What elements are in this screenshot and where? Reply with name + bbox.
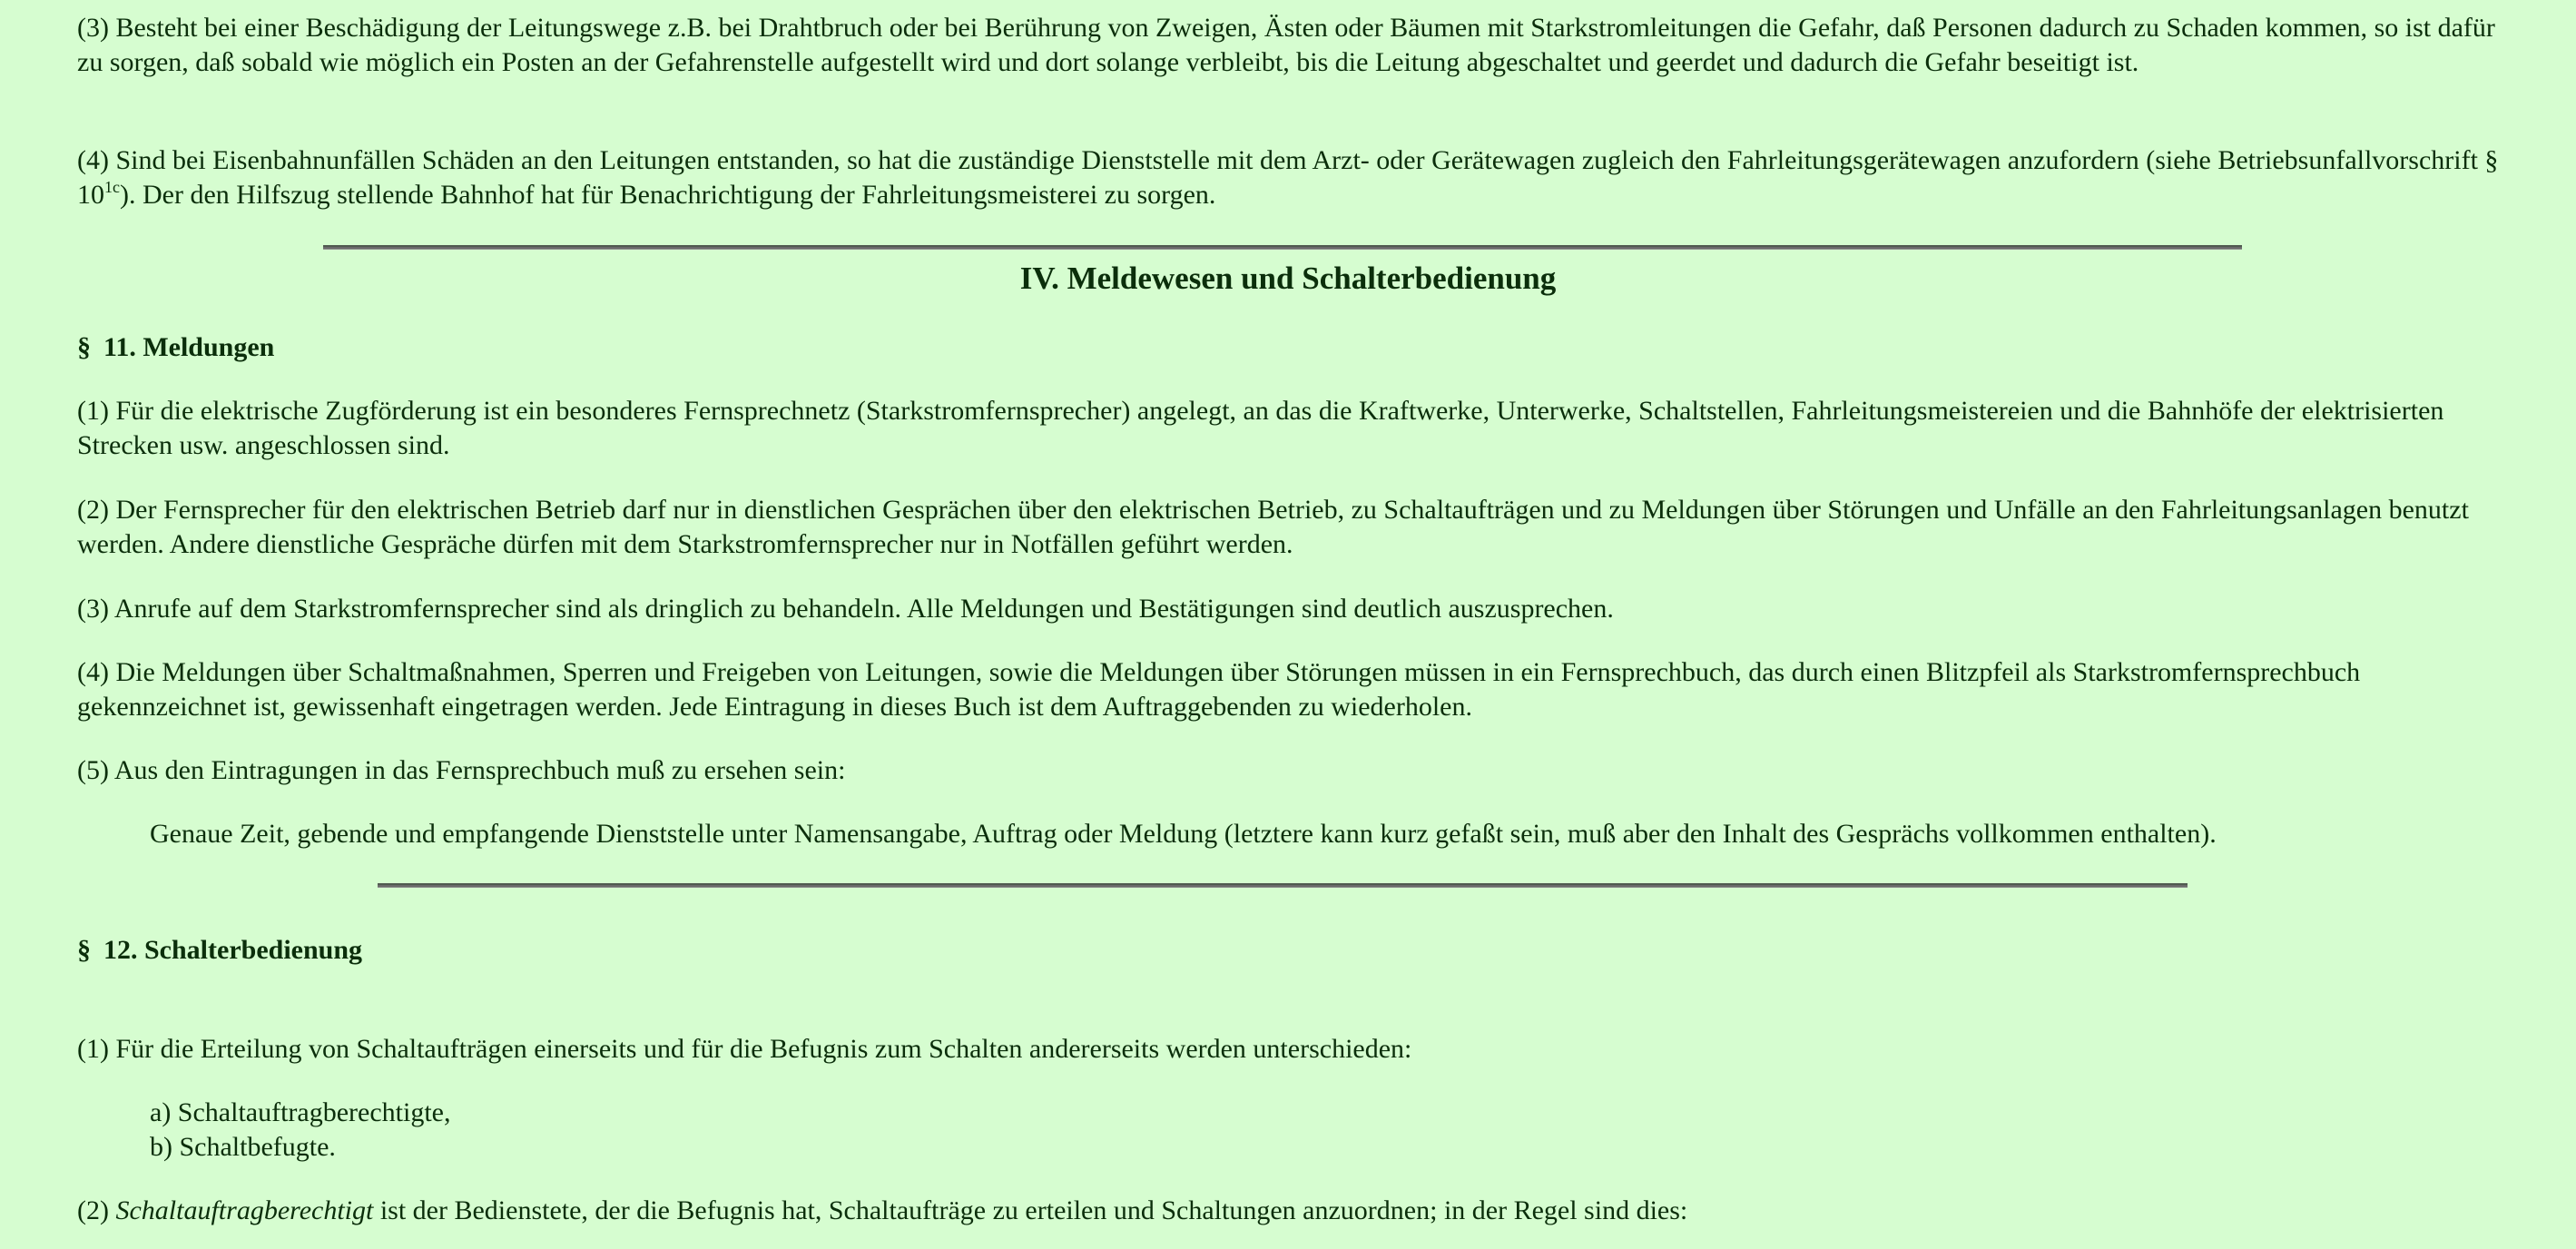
paragraph-10-4-text: (4) Sind bei Eisenbahnunfällen Schäden an den Leitungen entstanden, so hat die zuständige Dienststelle mit dem Arzt- oder Gerätewagen zugleich den Fahrleitungsgerätewagen anzufordern (siehe Betriebsunfallvorschrift § 10: [77, 145, 2499, 210]
chapter-heading: IV. Meldewesen und Schalterbedienung: [1019, 261, 1557, 296]
list-item: a) Schaltauftragberechtigte,: [150, 1097, 451, 1127]
paragraph-11-2: (2) Der Fernsprecher für den elektrischen Betrieb darf nur in dienstlichen Gesprächen über den elektrischen Betrieb, zu Schaltaufträgen und zu Meldungen über Störungen und Unfälle an den Fahrleitungsanlagen benutzt werden. Andere dienstliche Gespräche dürfen mit dem Starkstromfernsprecher nur in Notfällen geführt werden.: [77, 495, 2469, 559]
paragraph-11-3: (3) Anrufe auf dem Starkstromfernsprecher sind als dringlich zu behandeln. Alle Meldungen und Bestätigungen sind deutlich auszusprechen.: [77, 594, 1614, 624]
section-11-heading: [77, 330, 2510, 365]
footnote-superscript: 1c: [104, 177, 120, 196]
paragraph-number: (2): [77, 1195, 116, 1225]
paragraph-11-4: (4) Die Meldungen über Schaltmaßnahmen, Sperren und Freigeben von Leitungen, sowie die Meldungen über Störungen müssen in ein Fernsprechbuch, das durch einen Blitzpfeil als Starkstromfernsprechbuch gekennzeichnet ist, gewissenhaft eingetragen werden. Jede Eintragung in dieses Buch ist dem Auftraggebenden zu wiederholen.: [77, 657, 2361, 722]
paragraph-10-4: [77, 143, 2510, 211]
horizontal-rule: [323, 245, 2242, 250]
paragraph-10-3: (3) Besteht bei einer Beschädigung der Leitungswege z.B. bei Drahtbruch oder bei Berührung von Zweigen, Ästen oder Bäumen mit Starkstromleitungen die Gefahr, daß Personen dadurch zu Schaden kommen, so ist dafür zu sorgen, daß sobald wie möglich ein Posten an der Gefahrenstelle aufgestellt wird und dort solange verbleibt, bis die Leitung abgeschaltet und geerdet und dadurch die Gefahr beseitigt ist.: [77, 13, 2495, 77]
list: [150, 1096, 2510, 1164]
section-12-heading: [77, 933, 2510, 968]
paragraph-12-1: (1) Für die Erteilung von Schaltaufträgen einerseits und für die Befugnis zum Schalten andererseits werden unterschieden:: [77, 1034, 1412, 1064]
section-11-title: 11. Meldungen: [103, 332, 275, 362]
section-sign: §: [77, 332, 91, 362]
list-item: b) Schaltbefugte.: [150, 1131, 336, 1162]
paragraph-10-4-text-end: ). Der den Hilfszug stellende Bahnhof hat für Benachrichtigung der Fahrleitungsmeisterei zu sorgen.: [120, 179, 1216, 210]
horizontal-rule: [378, 883, 2188, 888]
paragraph-12-2-text: ist der Bedienstete, der die Befugnis hat, Schaltaufträge zu erteilen und Schaltungen anzuordnen; in der Regel sind dies:: [373, 1195, 1688, 1225]
paragraph-12-2: [77, 1194, 2510, 1228]
defined-term: Schaltauftragberechtigt: [115, 1195, 374, 1225]
section-12-title: 12. Schalterbedienung: [103, 935, 363, 965]
section-sign: §: [77, 935, 91, 965]
paragraph-11-5: (5) Aus den Eintragungen in das Fernsprechbuch muß zu ersehen sein:: [77, 755, 846, 785]
paragraph-11-1: (1) Für die elektrische Zugförderung ist ein besonderes Fernsprechnetz (Starkstromfernsprecher) angelegt, an das die Kraftwerke, Unterwerke, Schaltstellen, Fahrleitungsmeistereien und die Bahnhöfe der elektrisierten Strecken usw. angeschlossen sind.: [77, 396, 2444, 460]
paragraph-11-5-detail: Genaue Zeit, gebende und empfangende Dienststelle unter Namensangabe, Auftrag oder Meldung (letztere kann kurz gefaßt sein, muß aber den Inhalt des Gesprächs vollkommen enthalten).: [150, 819, 2217, 849]
